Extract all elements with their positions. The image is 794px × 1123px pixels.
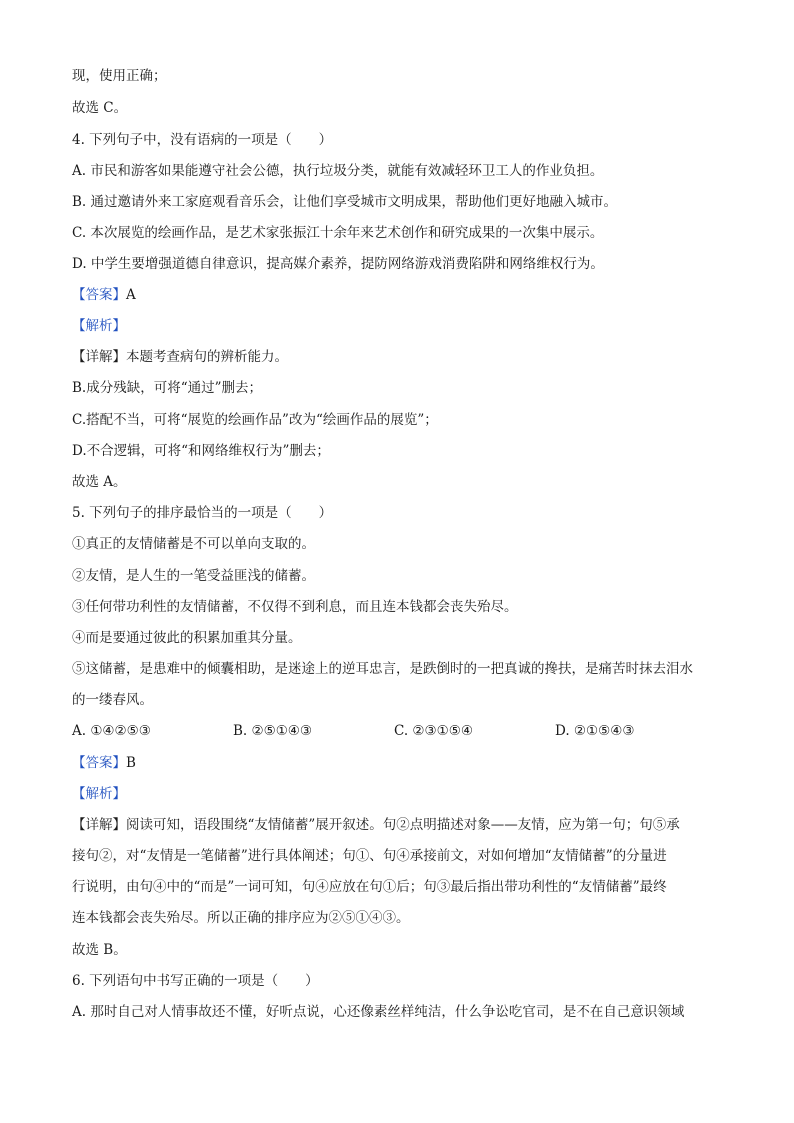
q4-answer [72,285,724,305]
q4-explain-d: D.不合逻辑，可将“和网络维权行为”删去； [72,443,330,459]
q5-option-d: D. ②①⑤④③ [555,723,635,739]
answer-tag: 【答案】 [72,755,126,771]
q5-detail-3: 行说明，由句④中的“而是”一词可知，句④应放在句①后；句③最后指出带功利性的“友情储蓄”最终 [72,879,667,895]
q6-option-a: A. 那时自己对人情事故还不懂，好听点说，心还像素丝样纯洁，什么争讼吃官司，是不在自己意识领域 [72,1004,685,1020]
q4-analysis [72,316,724,336]
q4-option-d: D. 中学生要增强道德自律意识，提高媒介素养，提防网络游戏消费陷阱和网络维权行为。 [72,256,604,272]
q5-conclusion: 故选 B。 [72,942,127,958]
question-5-stem: 5. 下列句子的排序最恰当的一项是（ ） [72,505,333,521]
question-6-stem: 6. 下列语句中书写正确的一项是（ ） [72,973,319,989]
q4-conclusion: 故选 A。 [72,474,127,490]
text-line: 故选 C。 [72,100,128,116]
detail-tag: 【详解】 [72,349,126,365]
q5-options [72,721,724,741]
q5-answer [72,753,724,773]
analysis-tag: 【解析】 [72,318,126,334]
q5-detail-2: 接句②，对“友情是一笔储蓄”进行具体阐述；句①、句④承接前文，对如何增加“友情储蓄”的分量进 [72,848,667,864]
q5-option-a: A. ①④②⑤③ [72,723,151,739]
q5-sentence-4: ④而是要通过彼此的积累加重其分量。 [72,630,302,646]
q5-detail-1 [72,815,724,835]
q4-option-c: C. 本次展览的绘画作品，是艺术家张振江十余年来艺术创作和研究成果的一次集中展示。 [72,225,604,241]
q4-explain-b: B.成分残缺，可将“通过”删去； [72,380,263,396]
q5-option-c: C. ②③①⑤④ [394,723,473,739]
q4-explain-c: C.搭配不当，可将“展览的绘画作品”改为“绘画作品的展览”； [72,412,438,428]
q4-detail [72,347,724,367]
q5-sentence-3: ③任何带功利性的友情储蓄，不仅得不到利息，而且连本钱都会丧失殆尽。 [72,599,518,615]
detail-text: 阅读可知，语段围绕“友情储蓄”展开叙述。句②点明描述对象——友情，应为第一句；句⑤承 [126,817,680,833]
answer-tag: 【答案】 [72,287,126,303]
detail-tag: 【详解】 [72,817,126,833]
analysis-tag: 【解析】 [72,786,126,802]
q5-analysis [72,784,724,804]
q5-option-b: B. ②⑤①④③ [233,723,313,739]
q5-sentence-5: ⑤这储蓄，是患难中的倾囊相助，是迷途上的逆耳忠言，是跌倒时的一把真诚的搀扶，是痛苦时抹去泪水 [72,661,693,677]
q5-sentence-2: ②友情，是人生的一笔受益匪浅的储蓄。 [72,568,315,584]
q4-option-b: B. 通过邀请外来工家庭观看音乐会，让他们享受城市文明成果，帮助他们更好地融入城市。 [72,194,618,210]
q5-sentence-5-cont: 的一缕春风。 [72,692,153,708]
answer-value: A [126,287,136,303]
q5-detail-4: 连本钱都会丧失殆尽。所以正确的排序应为②⑤①④③。 [72,910,410,926]
q5-sentence-1: ①真正的友情储蓄是不可以单向支取的。 [72,536,315,552]
q4-option-a: A. 市民和游客如果能遵守社会公德，执行垃圾分类，就能有效减轻环卫工人的作业负担。 [72,163,604,179]
answer-value: B [126,755,136,771]
text-line: 现，使用正确； [72,68,167,84]
question-4-stem: 4. 下列句子中，没有语病的一项是（ ） [72,132,333,148]
detail-text: 本题考查病句的辨析能力。 [126,349,288,365]
